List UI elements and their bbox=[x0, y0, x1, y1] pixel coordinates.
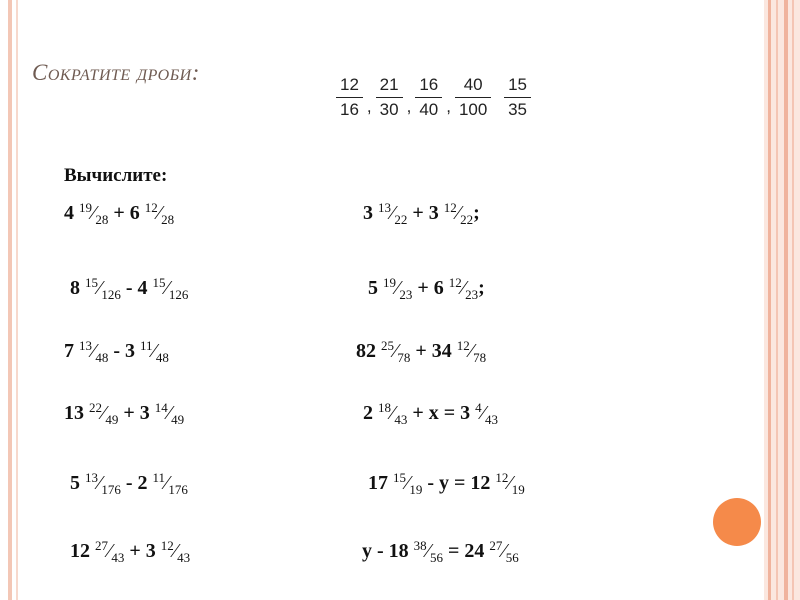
exercise-11: 12 $^{27}⁄_{43} + 3$ $^{12}⁄_{43}$ bbox=[70, 538, 191, 565]
frame-stripe-left bbox=[8, 0, 12, 600]
exercise-6: 82 $^{25}⁄_{78} + 34$ $^{12}⁄_{78}$ bbox=[356, 338, 487, 365]
frame-stripe-right-1 bbox=[768, 0, 771, 600]
exercise-2: 3 $^{13}⁄_{22} + 3$ $^{12}⁄_{22}$; bbox=[363, 200, 480, 227]
frame-stripe-right-3 bbox=[784, 0, 788, 600]
exercise-12: y - 18 $^{38}⁄_{56} = 24$ $^{27}⁄_{56}$ bbox=[362, 538, 519, 565]
exercise-4: 5 $^{19}⁄_{23} + 6$ $^{12}⁄_{23}$; bbox=[368, 275, 485, 302]
fraction-1: 12 16 bbox=[336, 75, 363, 120]
frame-stripe-left-inner bbox=[16, 0, 18, 600]
exercise-7: 13 $^{22}⁄_{49} + 3$ $^{14}⁄_{49}$ bbox=[64, 400, 185, 427]
fraction-2: 21 30 bbox=[376, 75, 403, 120]
exercise-8: 2 $^{18}⁄_{43} + x = 3$ $^4⁄_{43}$ bbox=[363, 400, 498, 427]
reduce-fractions-list: 12 16 , 21 30 , 16 40 , 40 100 15 35 bbox=[336, 75, 531, 120]
slide-title: Сократите дроби: bbox=[32, 60, 200, 85]
frame-stripe-right-4 bbox=[792, 0, 794, 600]
exercise-1: 4 $^{19}⁄_{28} + 6$ $^{12}⁄_{28}$ bbox=[64, 200, 175, 227]
section-heading: Вычислите: bbox=[64, 165, 168, 186]
frame-stripe-right-2 bbox=[776, 0, 778, 600]
fraction-5: 15 35 bbox=[504, 75, 531, 120]
fraction-3: 16 40 bbox=[415, 75, 442, 120]
decorative-circle bbox=[713, 498, 761, 546]
exercise-10: 17 $^{15}⁄_{19} - y = 12$ $^{12}⁄_{19}$ bbox=[368, 470, 525, 497]
fraction-4: 40 100 bbox=[455, 75, 491, 120]
exercise-3: 8 $^{15}⁄_{126} - 4$ $^{15}⁄_{126}$ bbox=[70, 275, 189, 302]
exercise-5: 7 $^{13}⁄_{48} - 3$ $^{11}⁄_{48}$ bbox=[64, 338, 169, 365]
exercise-9: 5 $^{13}⁄_{176} - 2$ $^{11}⁄_{176}$ bbox=[70, 470, 188, 497]
